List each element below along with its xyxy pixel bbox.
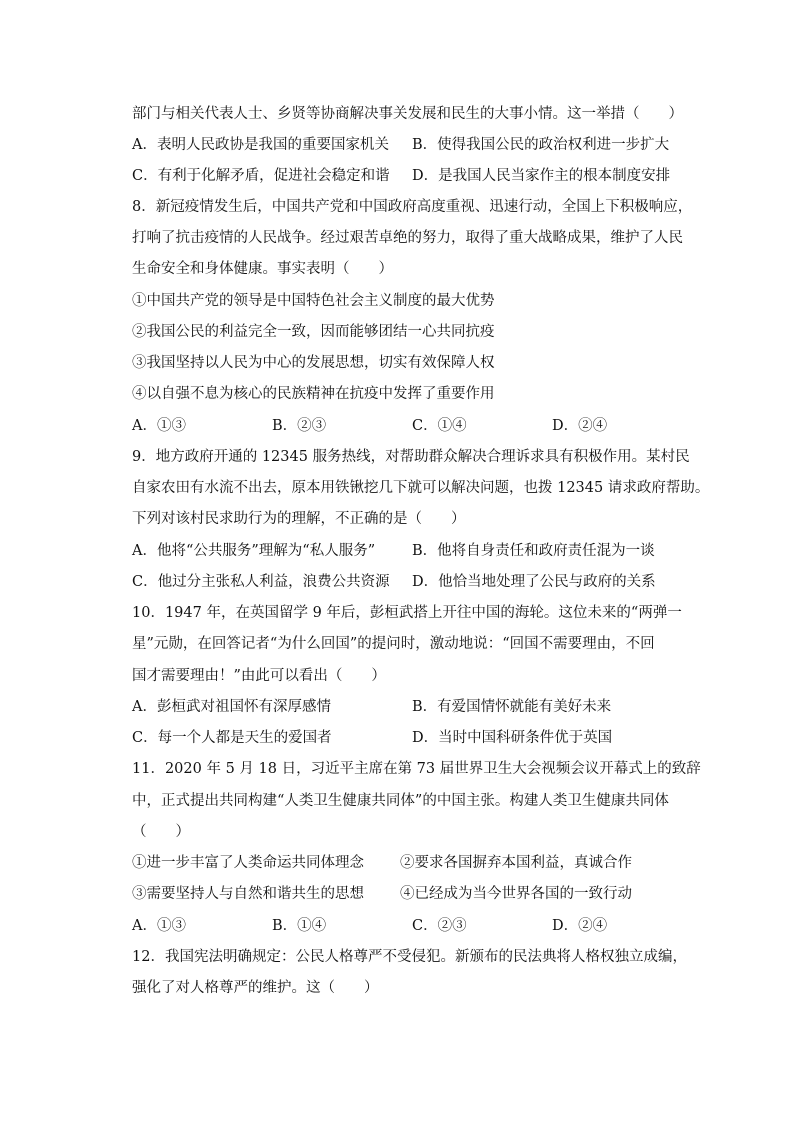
q8-item-1: ①中国共产党的领导是中国特色社会主义制度的最大优势 <box>132 293 495 309</box>
q11-option-b: B．①④ <box>272 918 327 934</box>
q11-stem-line-1: 11．2020 年 5 月 18 日，习近平主席在第 73 届世界卫生大会视频会议开幕式上的致辞 <box>132 761 701 777</box>
q11-option-c: C．②③ <box>412 918 467 934</box>
q9-stem-line-2: 自家农田有水流不出去，原本用铁锹挖几下就可以解决问题，也拨 12345 请求政府帮助。 <box>132 480 710 496</box>
q11-option-d: D．②④ <box>552 918 608 934</box>
q9-option-d: D．他恰当地处理了公民与政府的关系 <box>412 574 656 590</box>
q8-option-d: D．②④ <box>552 418 608 434</box>
q8-stem-line-2: 打响了抗击疫情的人民战争。经过艰苦卓绝的努力，取得了重大战略成果，维护了人民 <box>132 230 683 246</box>
q11-stem-line-2: 中，正式提出共同构建“人类卫生健康共同体”的中国主张。构建人类卫生健康共同体 <box>132 793 669 809</box>
q10-stem-line-3: 国才需要理由！”由此可以看出（ ） <box>132 668 386 684</box>
q11-item-2: ②要求各国摒弃本国利益，真诚合作 <box>400 855 632 871</box>
q10-stem-line-1: 10．1947 年，在英国留学 9 年后，彭桓武搭上开往中国的海轮。这位未来的“两弹一 <box>132 605 682 621</box>
q11-item-3: ③需要坚持人与自然和谐共生的思想 <box>132 886 364 902</box>
q9-option-a: A．他将“公共服务”理解为“私人服务” <box>132 543 376 559</box>
q10-option-a: A．彭桓武对祖国怀有深厚感情 <box>132 699 331 715</box>
q8-item-4: ④以自强不息为核心的民族精神在抗疫中发挥了重要作用 <box>132 386 495 402</box>
q7-option-a: A．表明人民政协是我国的重要国家机关 <box>132 137 389 153</box>
q9-stem-line-3: 下列对该村民求助行为的理解，不正确的是（ ） <box>132 511 466 527</box>
q11-stem-line-3: （ ） <box>132 824 190 840</box>
q10-option-b: B．有爱国情怀就能有美好未来 <box>412 699 612 715</box>
q7-option-c: C．有利于化解矛盾，促进社会稳定和谐 <box>132 168 390 184</box>
q12-stem-line-2: 强化了对人格尊严的维护。这（ ） <box>132 980 379 996</box>
q11-item-1: ①进一步丰富了人类命运共同体理念 <box>132 855 364 871</box>
q9-option-b: B．他将自身责任和政府责任混为一谈 <box>412 543 655 559</box>
q7-option-b: B．使得我国公民的政治权利进一步扩大 <box>412 137 670 153</box>
q8-stem-line-3: 生命安全和身体健康。事实表明（ ） <box>132 261 393 277</box>
q8-stem-line-1: 8．新冠疫情发生后，中国共产党和中国政府高度重视、迅速行动，全国上下积极响应， <box>132 199 693 215</box>
q7-option-d: D．是我国人民当家作主的根本制度安排 <box>412 168 671 184</box>
q9-option-c: C．他过分主张私人利益，浪费公共资源 <box>132 574 390 590</box>
q12-stem-line-1: 12．我国宪法明确规定：公民人格尊严不受侵犯。新颁布的民法典将人格权独立成编， <box>132 949 687 965</box>
q8-option-a: A．①③ <box>132 418 186 434</box>
q11-item-4: ④已经成为当今世界各国的一致行动 <box>400 886 632 902</box>
q10-option-c: C．每一个人都是天生的爱国者 <box>132 730 332 746</box>
q10-option-d: D．当时中国科研条件优于英国 <box>412 730 613 746</box>
q9-stem-line-1: 9．地方政府开通的 12345 服务热线，对帮助群众解决合理诉求具有积极作用。某村民 <box>132 449 690 465</box>
q8-item-3: ③我国坚持以人民为中心的发展思想，切实有效保障人权 <box>132 355 495 371</box>
q8-option-c: C．①④ <box>412 418 467 434</box>
q11-option-a: A．①③ <box>132 918 186 934</box>
q10-stem-line-2: 星”元勋，在回答记者“为什么回国”的提问时，激动地说：“回国不需要理由，不回 <box>132 636 655 652</box>
q8-option-b: B．②③ <box>272 418 327 434</box>
q7-stem: 部门与相关代表人士、乡贤等协商解决事关发展和民生的大事小情。这一举措（ ） <box>132 106 683 122</box>
q8-item-2: ②我国公民的利益完全一致，因而能够团结一心共同抗疫 <box>132 324 495 340</box>
